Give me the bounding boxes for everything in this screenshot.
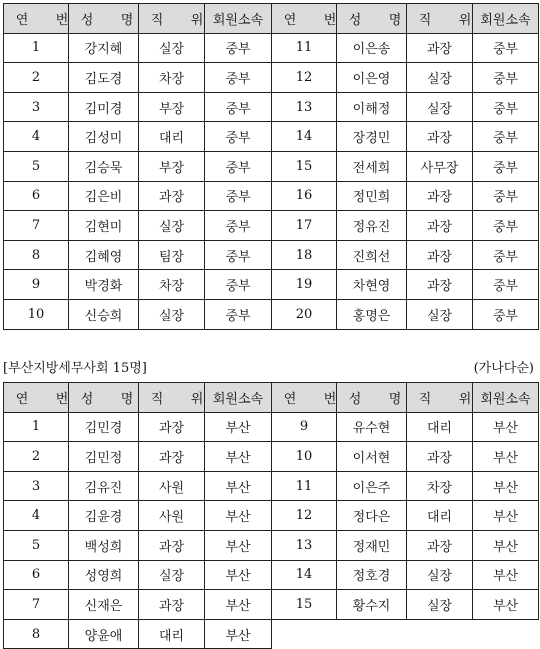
member-position: 과장: [407, 270, 473, 300]
row-number: 15: [272, 590, 337, 620]
member-name: 황수지: [337, 590, 407, 620]
member-affiliation: 부산: [205, 619, 272, 649]
row-number: 2: [4, 63, 69, 93]
member-position: 사원: [139, 471, 205, 501]
member-affiliation: 부산: [205, 442, 272, 472]
row-number: 13: [272, 530, 337, 560]
member-affiliation: 중부: [205, 181, 272, 211]
table-row: [4, 33, 539, 63]
column-header: 성 명: [337, 4, 407, 34]
row-number: 5: [4, 530, 69, 560]
member-affiliation: 부산: [473, 590, 539, 620]
row-number: 1: [4, 412, 69, 442]
member-position: 과장: [407, 33, 473, 63]
member-name: 김은비: [69, 181, 139, 211]
member-affiliation: 중부: [473, 151, 539, 181]
table-row: [4, 151, 539, 181]
member-position: 대리: [139, 122, 205, 152]
row-number: 11: [272, 33, 337, 63]
row-number: 12: [272, 501, 337, 531]
column-header: 회원소속: [473, 4, 539, 34]
member-position: 과장: [139, 590, 205, 620]
member-position: 과장: [407, 442, 473, 472]
column-header: 직 위: [407, 4, 473, 34]
sort-order-note: (가나다순): [473, 361, 534, 376]
member-affiliation: 중부: [205, 92, 272, 122]
member-name: 양윤애: [69, 619, 139, 649]
member-affiliation: 중부: [473, 92, 539, 122]
member-position: 과장: [139, 530, 205, 560]
member-position: 사원: [139, 501, 205, 531]
member-affiliation: 중부: [205, 122, 272, 152]
column-header: 회원소속: [205, 4, 272, 34]
member-position: 실장: [139, 33, 205, 63]
member-position: 부장: [139, 151, 205, 181]
member-position: 부장: [139, 92, 205, 122]
empty-cell: [272, 619, 337, 649]
member-name: 백성희: [69, 530, 139, 560]
table-row: [4, 412, 539, 442]
member-name: 박경화: [69, 270, 139, 300]
row-number: 1: [4, 33, 69, 63]
table-row: [4, 590, 539, 620]
member-affiliation: 부산: [473, 530, 539, 560]
member-affiliation: 부산: [205, 560, 272, 590]
row-number: 20: [272, 299, 337, 329]
member-name: 홍명은: [337, 299, 407, 329]
column-header: 성 명: [69, 383, 139, 413]
member-affiliation: 중부: [205, 240, 272, 270]
member-name: 이서현: [337, 442, 407, 472]
member-position: 과장: [407, 122, 473, 152]
empty-cell: [473, 619, 539, 649]
member-name: 정재민: [337, 530, 407, 560]
member-affiliation: 부산: [205, 590, 272, 620]
member-name: 정다은: [337, 501, 407, 531]
table-row: [4, 560, 539, 590]
member-name: 진희선: [337, 240, 407, 270]
member-position: 과장: [139, 442, 205, 472]
member-name: 김성미: [69, 122, 139, 152]
empty-cell: [407, 619, 473, 649]
member-name: 김미경: [69, 92, 139, 122]
member-name: 김현미: [69, 211, 139, 241]
member-position: 차장: [139, 63, 205, 93]
column-header: 직 위: [139, 4, 205, 34]
table-row: [4, 442, 539, 472]
member-position: 과장: [139, 412, 205, 442]
column-header: 회원소속: [205, 383, 272, 413]
member-table-jungbu: [3, 3, 539, 330]
member-name: 김혜영: [69, 240, 139, 270]
member-affiliation: 부산: [205, 530, 272, 560]
row-number: 7: [4, 590, 69, 620]
member-name: 강지혜: [69, 33, 139, 63]
member-affiliation: 부산: [473, 442, 539, 472]
member-name: 김유진: [69, 471, 139, 501]
member-affiliation: 부산: [473, 560, 539, 590]
row-number: 10: [272, 442, 337, 472]
member-affiliation: 중부: [473, 211, 539, 241]
column-header: 연 번: [272, 383, 337, 413]
member-name: 장경민: [337, 122, 407, 152]
table-header-row: [4, 383, 539, 413]
column-header: 성 명: [337, 383, 407, 413]
member-affiliation: 중부: [473, 63, 539, 93]
column-header: 연 번: [272, 4, 337, 34]
member-position: 차장: [139, 270, 205, 300]
member-name: 김민경: [69, 412, 139, 442]
member-position: 과장: [407, 211, 473, 241]
column-header: 회원소속: [473, 383, 539, 413]
member-affiliation: 중부: [205, 299, 272, 329]
member-name: 김승묵: [69, 151, 139, 181]
member-affiliation: 부산: [205, 471, 272, 501]
member-affiliation: 부산: [205, 501, 272, 531]
member-position: 실장: [407, 560, 473, 590]
member-name: 신재은: [69, 590, 139, 620]
member-position: 과장: [139, 181, 205, 211]
member-position: 실장: [407, 92, 473, 122]
row-number: 18: [272, 240, 337, 270]
member-position: 과장: [407, 181, 473, 211]
row-number: 13: [272, 92, 337, 122]
member-name: 유수현: [337, 412, 407, 442]
table-header-row: [4, 4, 539, 34]
table-row: [4, 471, 539, 501]
row-number: 6: [4, 560, 69, 590]
row-number: 6: [4, 181, 69, 211]
member-name: 김도경: [69, 63, 139, 93]
member-position: 대리: [407, 501, 473, 531]
row-number: 10: [4, 299, 69, 329]
row-number: 14: [272, 122, 337, 152]
member-affiliation: 중부: [205, 151, 272, 181]
member-affiliation: 중부: [473, 240, 539, 270]
member-affiliation: 중부: [473, 299, 539, 329]
row-number: 16: [272, 181, 337, 211]
row-number: 9: [4, 270, 69, 300]
row-number: 4: [4, 122, 69, 152]
table-row: [4, 619, 539, 649]
member-name: 차현영: [337, 270, 407, 300]
row-number: 12: [272, 63, 337, 93]
member-position: 차장: [407, 471, 473, 501]
member-name: 이은주: [337, 471, 407, 501]
member-name: 전세희: [337, 151, 407, 181]
member-name: 성영희: [69, 560, 139, 590]
row-number: 15: [272, 151, 337, 181]
member-position: 팀장: [139, 240, 205, 270]
row-number: 5: [4, 151, 69, 181]
section-caption: [부산지방세무사회 15명]: [3, 361, 147, 376]
table-row: [4, 530, 539, 560]
member-affiliation: 부산: [473, 412, 539, 442]
member-position: 실장: [139, 560, 205, 590]
row-number: 9: [272, 412, 337, 442]
member-position: 과장: [407, 530, 473, 560]
table-row: [4, 299, 539, 329]
member-name: 정호경: [337, 560, 407, 590]
member-position: 과장: [407, 240, 473, 270]
table-row: [4, 181, 539, 211]
table-row: [4, 63, 539, 93]
row-number: 8: [4, 240, 69, 270]
member-name: 이해정: [337, 92, 407, 122]
row-number: 3: [4, 92, 69, 122]
member-position: 실장: [407, 590, 473, 620]
member-table-busan: [3, 382, 539, 649]
row-number: 19: [272, 270, 337, 300]
row-number: 14: [272, 560, 337, 590]
member-affiliation: 중부: [205, 33, 272, 63]
column-header: 직 위: [139, 383, 205, 413]
column-header: 연 번: [4, 383, 69, 413]
row-number: 7: [4, 211, 69, 241]
table-row: [4, 240, 539, 270]
member-affiliation: 부산: [473, 501, 539, 531]
member-position: 대리: [139, 619, 205, 649]
row-number: 3: [4, 471, 69, 501]
table-row: [4, 211, 539, 241]
member-affiliation: 중부: [473, 122, 539, 152]
member-position: 실장: [139, 211, 205, 241]
table-row: [4, 270, 539, 300]
row-number: 17: [272, 211, 337, 241]
column-header: 성 명: [69, 4, 139, 34]
member-affiliation: 부산: [473, 471, 539, 501]
column-header: 연 번: [4, 4, 69, 34]
member-name: 정민희: [337, 181, 407, 211]
member-name: 김민정: [69, 442, 139, 472]
member-position: 실장: [407, 299, 473, 329]
row-number: 11: [272, 471, 337, 501]
table-row: [4, 501, 539, 531]
member-name: 이은영: [337, 63, 407, 93]
member-affiliation: 중부: [205, 270, 272, 300]
member-position: 실장: [139, 299, 205, 329]
member-affiliation: 중부: [473, 33, 539, 63]
member-name: 김윤경: [69, 501, 139, 531]
member-position: 대리: [407, 412, 473, 442]
table-row: [4, 92, 539, 122]
member-affiliation: 부산: [205, 412, 272, 442]
member-affiliation: 중부: [473, 181, 539, 211]
member-position: 실장: [407, 63, 473, 93]
member-affiliation: 중부: [205, 63, 272, 93]
row-number: 4: [4, 501, 69, 531]
row-number: 8: [4, 619, 69, 649]
member-name: 신승희: [69, 299, 139, 329]
member-position: 사무장: [407, 151, 473, 181]
column-header: 직 위: [407, 383, 473, 413]
row-number: 2: [4, 442, 69, 472]
member-name: 정유진: [337, 211, 407, 241]
member-affiliation: 중부: [205, 211, 272, 241]
member-affiliation: 중부: [473, 270, 539, 300]
table-row: [4, 122, 539, 152]
empty-cell: [337, 619, 407, 649]
member-name: 이은송: [337, 33, 407, 63]
